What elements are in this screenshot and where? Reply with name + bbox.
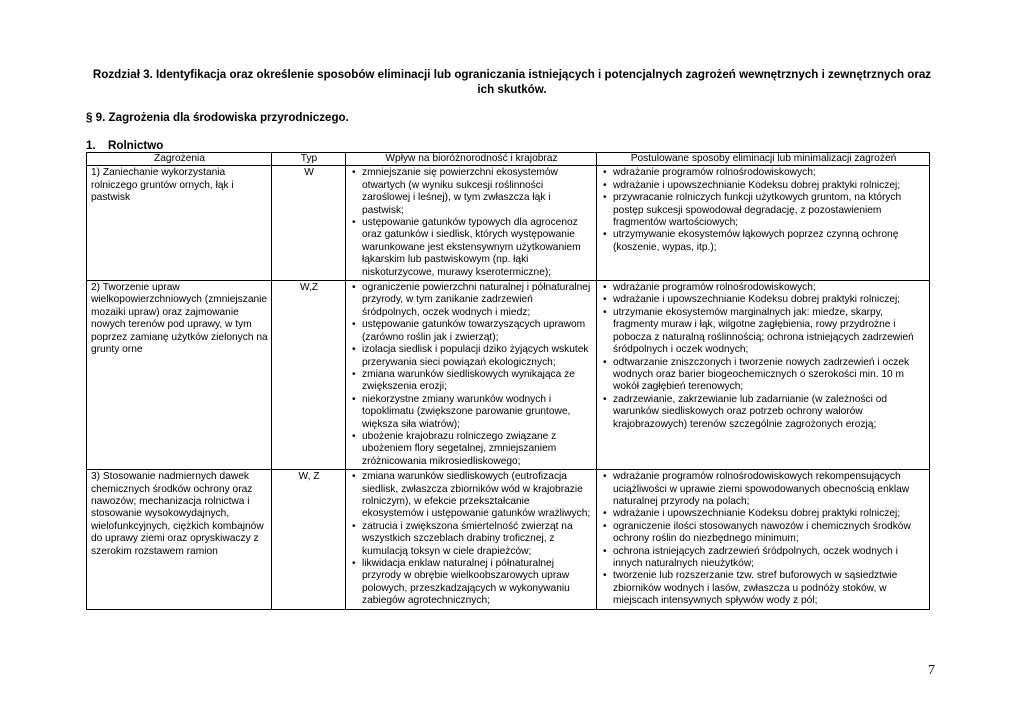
measures-cell	[597, 166, 930, 281]
measure-item: • wdrażanie i upowszechnianie Kodeksu dobrej praktyki rolniczej;	[601, 180, 926, 192]
impact-item: • zmniejszanie się powierzchni ekosystemów otwartych (w wyniku sukcesji roślinności zaroślowej i leśnej), w tym zwłaszcza łąk i pastwisk;	[350, 167, 593, 217]
column-header-type: Typ	[272, 153, 346, 166]
measure-item: • wdrażanie programów rolnośrodowiskowych;	[601, 282, 926, 294]
impact-item: • zmiana warunków siedliskowych wynikająca ze zwiększenia erozji;	[350, 369, 593, 394]
measure-item: • ochrona istniejących zadrzewień śródpolnych, oczek wodnych i innych naturalnych nieużytków;	[601, 546, 926, 571]
threat-cell: 1) Zaniechanie wykorzystania rolniczego gruntów ornych, łąk i pastwisk	[87, 166, 272, 281]
page-number: 7	[928, 663, 935, 678]
column-header-measures: Postulowane sposoby eliminacji lub minimalizacji zagrożeń	[597, 153, 930, 166]
measures-list	[601, 167, 926, 254]
subsection-title: Rolnictwo	[108, 139, 164, 152]
measures-list	[601, 471, 926, 607]
subsection-heading	[86, 139, 163, 152]
measure-item: • tworzenie lub rozszerzanie tzw. stref buforowych w sąsiedztwie zbiorników wodnych i lasów, zwłaszcza u podnóży stoków, w miejscach intensywnych spływów wody z pól;	[601, 570, 926, 607]
impact-item: • ograniczenie powierzchni naturalnej i półnaturalnej przyrody, w tym zanikanie zadrzewień śródpolnych, oczek wodnych i miedz;	[350, 282, 593, 319]
impact-list	[350, 282, 593, 468]
impact-item: • izolacja siedlisk i populacji dziko żyjących wskutek przerywania sieci powiązań ekologicznych;	[350, 344, 593, 369]
impact-item: • zatrucia i zwiększona śmiertelność zwierząt na wszystkich szczeblach drabiny troficznej, z kumulacją toksyn w ciele drapieżców;	[350, 521, 593, 558]
impact-item: • likwidacja enklaw naturalnej i półnaturalnej przyrody w obrębie wielkoobszarowych upraw polowych, przeszkadzających w wykonywaniu zabiegów agrotechnicznych;	[350, 558, 593, 608]
measure-item: • wdrażanie i upowszechnianie Kodeksu dobrej praktyki rolniczej;	[601, 508, 926, 520]
impact-cell	[346, 166, 597, 281]
impact-item: • zmiana warunków siedliskowych (eutrofizacja siedlisk, zwłaszcza zbiorników wód w krajobrazie rolniczym), w efekcie przekształcanie ekosystemów i ustępowanie gatunków wrażliwych;	[350, 471, 593, 521]
measure-item: • odtwarzanie zniszczonych i tworzenie nowych zadrzewień i oczek wodnych oraz barier biogeochemicznych o szerokości min. 10 m wokół zagłębień terenowych;	[601, 357, 926, 394]
measures-list	[601, 282, 926, 431]
table-header-row	[87, 153, 930, 166]
impact-item: • ubożenie krajobrazu rolniczego związane z ubożeniem flory segetalnej, zmniejszaniem zróżnicowania mikrosiedliskowego;	[350, 431, 593, 468]
section-title: § 9. Zagrożenia dla środowiska przyrodniczego.	[86, 111, 349, 124]
column-header-threats: Zagrożenia	[87, 153, 272, 166]
measure-item: • wdrażanie i upowszechnianie Kodeksu dobrej praktyki rolniczej;	[601, 294, 926, 306]
table-row	[87, 166, 930, 281]
measure-item: • przywracanie rolniczych funkcji użytkowych gruntom, na których postęp sukcesji spowodował degradację, z pozostawieniem fragmentów wartościowych;	[601, 192, 926, 229]
impact-list	[350, 471, 593, 607]
threat-cell: 3) Stosowanie nadmiernych dawek chemicznych środków ochrony oraz nawozów; mechanizacja rolnictwa i stosowanie wysokowydajnych, wielofunkcyjnych, ciężkich kombajnów do uprawy ziemi oraz opryskiwaczy z szerokim rozstawem ramion	[87, 470, 272, 609]
measure-item: • utrzymanie ekosystemów marginalnych jak: miedze, skarpy, fragmenty muraw i łąk, wilgotne zagłębienia, rowy przydrożne i pobocza z naturalną roślinnością; ochrona istniejących zadrzewień śródpolnych i oczek wodnych;	[601, 307, 926, 357]
threats-table	[86, 152, 930, 610]
measures-cell	[597, 281, 930, 470]
impact-item: • niekorzystne zmiany warunków wodnych i topoklimatu (zwiększone parowanie gruntowe, większa siła wiatrów);	[350, 394, 593, 431]
measure-item: • wdrażanie programów rolnośrodowiskowych;	[601, 167, 926, 179]
measure-item: • ograniczenie ilości stosowanych nawozów i chemicznych środków ochrony roślin do niezbędnego minimum;	[601, 521, 926, 546]
type-cell: W	[272, 166, 346, 281]
impact-item: • ustępowanie gatunków towarzyszących uprawom (zarówno roślin jak i zwierząt);	[350, 319, 593, 344]
measure-item: • utrzymywanie ekosystemów łąkowych poprzez czynną ochronę (koszenie, wypas, itp.);	[601, 229, 926, 254]
type-cell: W, Z	[272, 470, 346, 609]
type-cell: W,Z	[272, 281, 346, 470]
chapter-heading: Rozdział 3. Identyfikacja oraz określenie sposobów eliminacji lub ograniczania istniejących i potencjalnych zagrożeń wewnętrznych i zewnętrznych oraz ich skutków.	[92, 68, 932, 96]
subsection-number: 1.	[86, 139, 96, 152]
threat-cell: 2) Tworzenie upraw wielkopowierzchniowych (zmniejszanie mozaiki upraw) oraz zajmowanie nowych terenów pod uprawy, w tym poprzez zamianę użytków zielonych na grunty orne	[87, 281, 272, 470]
impact-item: • ustępowanie gatunków typowych dla agrocenoz oraz gatunków i siedlisk, których występowanie warunkowane jest ekstensywnym użytkowaniem łąkarskim lub pastwiskowym (np. łąki niskoturzycowe, murawy kserotermiczne);	[350, 217, 593, 279]
impact-list	[350, 167, 593, 279]
table-row	[87, 470, 930, 609]
measures-cell	[597, 470, 930, 609]
impact-cell	[346, 470, 597, 609]
impact-cell	[346, 281, 597, 470]
column-header-impact: Wpływ na bioróżnorodność i krajobraz	[346, 153, 597, 166]
measure-item: • wdrażanie programów rolnośrodowiskowych rekompensujących uciążliwości w uprawie ziemi spowodowanych obecnością enklaw naturalnej przyrody na polach;	[601, 471, 926, 508]
table-row	[87, 281, 930, 470]
measure-item: • zadrzewianie, zakrzewianie lub zadarnianie (w zależności od warunków siedliskowych oraz potrzeb ochrony walorów krajobrazowych) terenów szczególnie zagrożonych erozją;	[601, 394, 926, 431]
